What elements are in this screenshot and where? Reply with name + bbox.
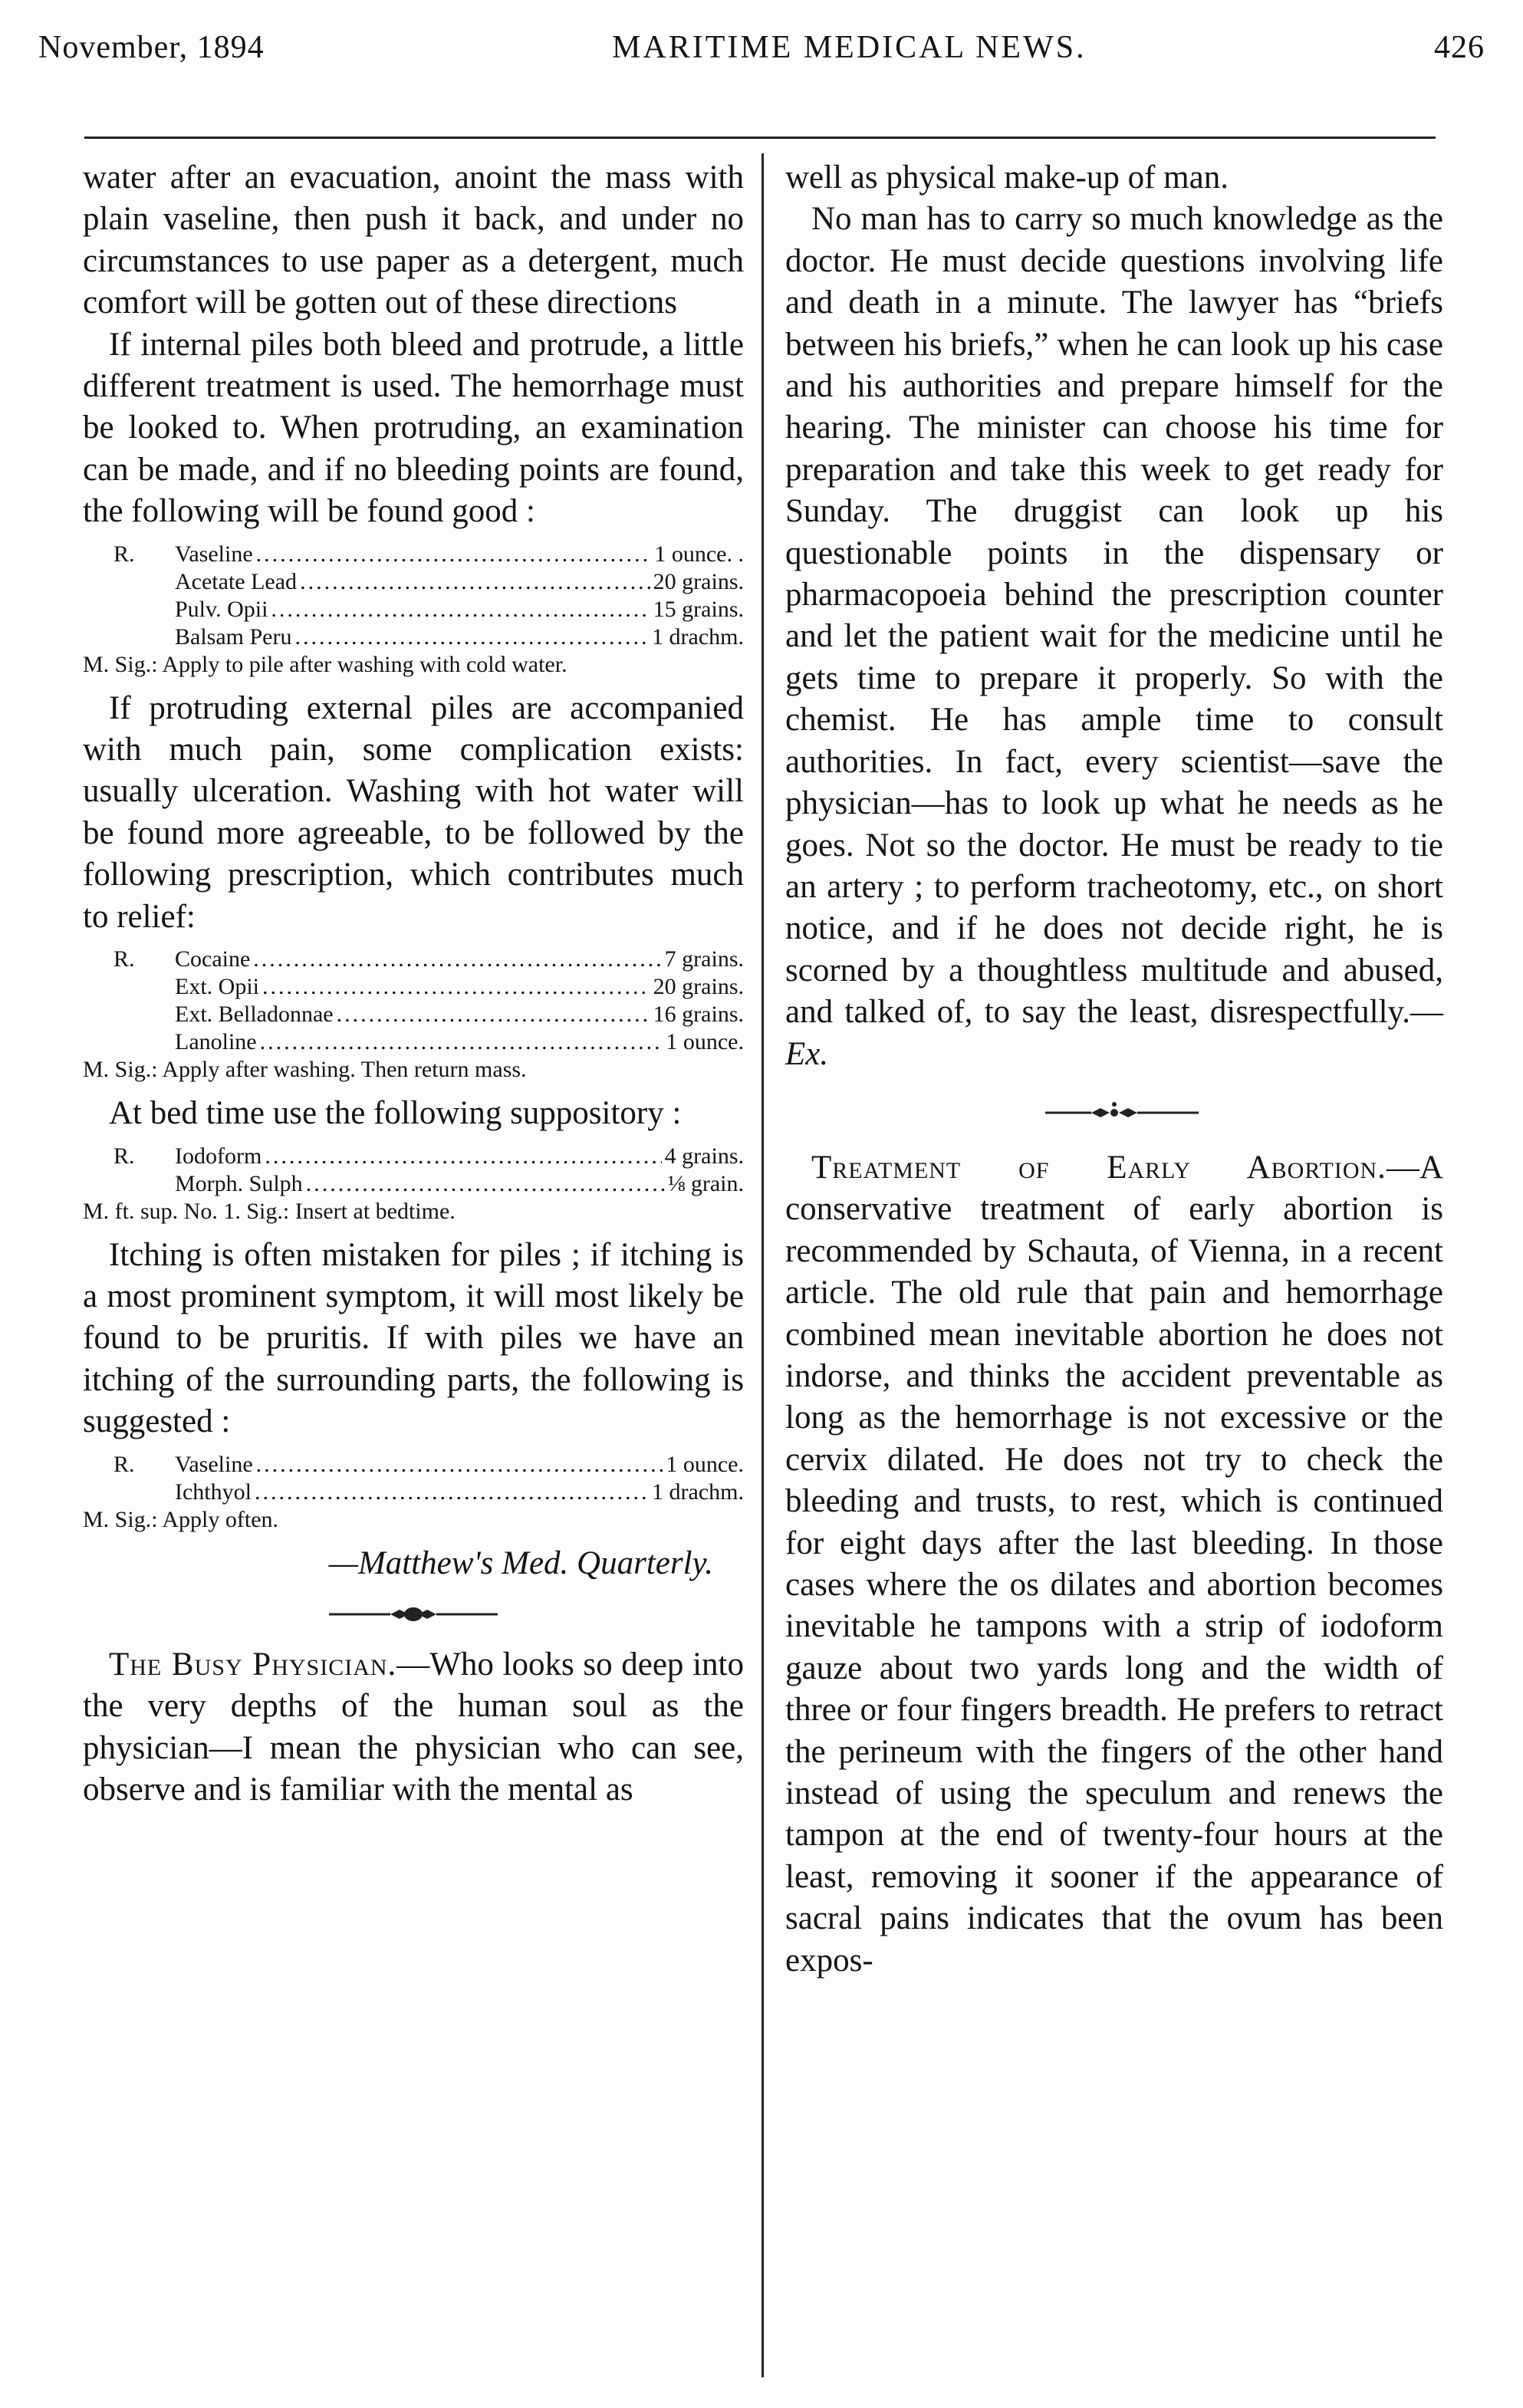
rx-drug: Balsam Peru bbox=[175, 623, 292, 650]
rx-dose: 16 grains. bbox=[653, 1002, 744, 1028]
section-heading: The Busy Physician. bbox=[109, 1646, 397, 1683]
rx-drug: Morph. Sulph bbox=[175, 1170, 303, 1196]
rx-dose: 4 grains. bbox=[664, 1143, 744, 1169]
rx-row bbox=[83, 568, 744, 596]
rx-label: R. bbox=[113, 1451, 135, 1477]
paragraph: At bed time use the following suppository : bbox=[109, 1095, 682, 1132]
rx-label: R. bbox=[113, 1143, 135, 1169]
prescription-3 bbox=[83, 1143, 744, 1225]
rx-row bbox=[83, 623, 744, 651]
rx-signature: M. Sig.: Apply to pile after washing with cold water. bbox=[83, 651, 567, 677]
rx-row bbox=[83, 541, 744, 568]
paragraph: Itching is often mistaken for piles ; if itching is a most prominent symptom, it will most likely be found to be pruritis. If with piles we have an itching of the surrounding parts, the following is suggested : bbox=[83, 1236, 744, 1440]
rx-signature: M. Sig.: Apply often. bbox=[83, 1506, 279, 1532]
rx-drug: Vaseline bbox=[175, 1451, 253, 1477]
page-number: 426 bbox=[1434, 30, 1485, 65]
paragraph: well as physical make-up of man. bbox=[785, 160, 1229, 196]
rx-row bbox=[83, 973, 744, 1001]
right-column bbox=[785, 157, 1443, 1982]
source-credit: Ex. bbox=[785, 1035, 829, 1072]
running-header bbox=[38, 29, 1485, 66]
section-heading: Treatment of Early Abortion. bbox=[811, 1149, 1386, 1186]
journal-title: MARITIME MEDICAL NEWS. bbox=[612, 30, 1087, 65]
rx-row bbox=[83, 1001, 744, 1028]
section-text: —Who looks so deep into the very depths of the human soul as the physician—I mean the physician who can see, observe and is familiar with the mental as bbox=[83, 1646, 744, 1808]
header-rule bbox=[84, 137, 1436, 139]
rx-drug: Acetate Lead bbox=[175, 568, 298, 594]
rx-signature: M. Sig.: Apply after washing. Then return mass. bbox=[83, 1057, 527, 1083]
paragraph bbox=[785, 199, 1443, 1075]
paragraph bbox=[785, 1147, 1443, 1982]
rx-label: R. bbox=[113, 541, 135, 567]
rx-signature: M. ft. sup. No. 1. Sig.: Insert at bedtime. bbox=[83, 1198, 456, 1224]
paragraph: If internal piles both bleed and protrude, a little different treatment is used. The hemorrhage must be looked to. When protruding, an examination can be made, and if no bleeding points are found, the following will be found good : bbox=[83, 326, 744, 530]
printer-ornament-icon bbox=[83, 1587, 744, 1641]
rx-row bbox=[83, 1170, 744, 1198]
rx-drug: Ext. Opii bbox=[175, 974, 259, 1000]
section-text: —A conservative treatment of early abortion is recommended by Schauta, of Vienna, in a recent article. The old rule that pain and hemorrhage combined mean inevitable abortion he does not indorse, and thinks the accident preventable as long as the hemorrhage is not excessive or the cervix dilated. He does not try to check the bleeding and trusts, to rest, which is continued for eight days after the last bleeding. In those cases where the os dilates and abortion becomes inevitable he tampons with a strip of iodoform gauze about two yards long and the width of three or four fingers breadth. He prefers to retract the perineum with the fingers of the other hand instead of using the speculum and renews the tampon at the end of twenty-four hours at the least, removing it sooner if the appearance of sacral pains indicates that the ovum has been expos- bbox=[785, 1149, 1443, 1979]
paragraph bbox=[83, 1644, 744, 1811]
rx-label: R. bbox=[113, 946, 135, 972]
rx-drug: Cocaine bbox=[175, 946, 251, 972]
left-column bbox=[83, 157, 744, 1811]
rx-dose: ⅛ grain. bbox=[667, 1170, 744, 1196]
column-divider bbox=[762, 153, 764, 2377]
attribution: —Matthew's Med. Quarterly. bbox=[328, 1544, 713, 1581]
rx-dose: 7 grains. bbox=[664, 946, 744, 972]
prescription-2 bbox=[83, 946, 744, 1084]
rx-dose: 1 drachm. bbox=[652, 623, 744, 650]
printer-ornament-icon bbox=[785, 1086, 1443, 1140]
rx-dose: 20 grains. bbox=[653, 568, 744, 594]
rx-dose: 1 drachm. bbox=[652, 1479, 744, 1505]
rx-dose: 20 grains. bbox=[653, 974, 744, 1000]
paragraph: If protruding external piles are accompanied with much pain, some complication exists: usually ulceration. Washing with hot water will be found more agreeable, to be followed by the following prescription, which contributes much to relief: bbox=[83, 689, 744, 935]
rx-drug: Vaseline bbox=[175, 541, 253, 567]
rx-row bbox=[83, 1479, 744, 1506]
rx-drug: Ext. Belladonnae bbox=[175, 1002, 334, 1028]
rx-row bbox=[83, 946, 744, 973]
rx-dose: 1 ounce. bbox=[666, 1451, 744, 1477]
header-date: November, 1894 bbox=[38, 30, 265, 65]
rx-dose: 15 grains. bbox=[653, 596, 744, 622]
prescription-4 bbox=[83, 1451, 744, 1534]
rx-row bbox=[83, 596, 744, 623]
rx-row bbox=[83, 1451, 744, 1479]
rx-drug: Lanoline bbox=[175, 1029, 257, 1055]
rx-row bbox=[83, 1143, 744, 1170]
paragraph: water after an evacuation, anoint the mass with plain vaseline, then push it back, and under no circumstances to use paper as a detergent, much comfort will be gotten out of these directions bbox=[83, 160, 744, 321]
rx-dose: 1 ounce. . bbox=[654, 541, 744, 567]
rx-drug: Pulv. Opii bbox=[175, 596, 268, 622]
rx-dose: 1 ounce. bbox=[666, 1029, 744, 1055]
paragraph-text: No man has to carry so much knowledge as the doctor. He must decide questions involving life and death in a minute. The lawyer has “briefs between his briefs,” when he can look up his case and his authorities and prepare himself for the hearing. The minister can choose his time for preparation and take this week to get ready for Sunday. The druggist can look up his questionable points in the dispensary or pharmacopoeia behind the prescription counter and let the patient wait for the medicine until he gets time to prepare it properly. So with the chemist. He has ample time to consult authorities. In fact, every scientist—save the physician—has to look up what he needs as he goes. Not so the doctor. He must be ready to tie an artery ; to perform tracheotomy, etc., on short notice, and if he does not decide right, he is scorned by a thoughtless multitude and abused, and talked of, to say the least, disrespectfully.— bbox=[785, 201, 1443, 1031]
rx-drug: Iodoform bbox=[175, 1143, 262, 1169]
rx-drug: Ichthyol bbox=[175, 1479, 252, 1505]
rx-row bbox=[83, 1028, 744, 1056]
prescription-1 bbox=[83, 541, 744, 679]
